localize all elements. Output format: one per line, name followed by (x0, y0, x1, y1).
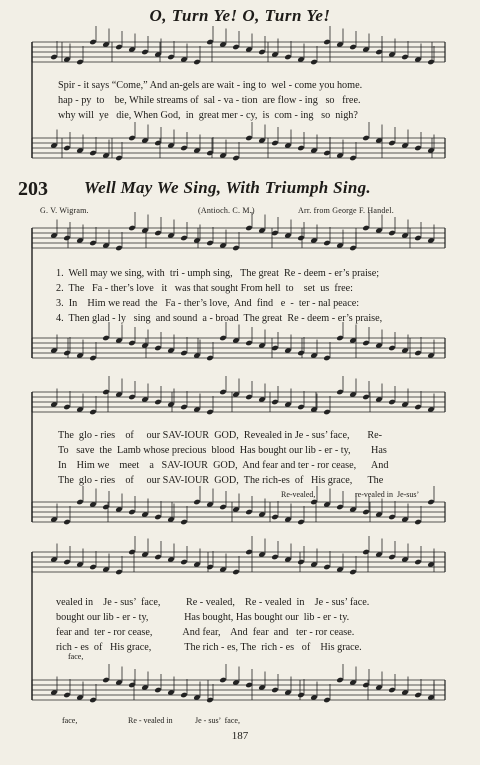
treble-cue-face: face, (68, 652, 84, 661)
hymn-arranger: Arr. from George F. Handel. (298, 206, 394, 215)
verse3-line-1: vealed in Je - sus’ face, Re - vealed, Re - vealed in Je - sus’ face. (56, 597, 370, 608)
verse3-line-2: bought our lib - er - ty, Has bought, Has bought our lib - er - ty. (56, 612, 350, 623)
prev-lyric-line-1: Spir - it says “Come,” And an-gels are wait - ing to wel - come you home. (58, 80, 363, 91)
verse-line-4: 4. Then glad - ly sing and sound a - broad The great Re - deem - er’s praise, (56, 313, 383, 324)
hymn-author: G. V. Wigram. (40, 206, 89, 215)
bass-cue-face: face, (62, 716, 78, 725)
hymn-tune: (Antioch. C. M.) (198, 206, 255, 215)
bass-cue-revealed-in: re-vealed in Je-sus’ (355, 490, 420, 499)
verse3-line-3: fear and ter - ror cease, And fear, And fear and ter - ror cease. (56, 627, 355, 638)
verse2-line-3: In Him we meet a SAV-IOUR GOD, And fear and ter - ror cease, And (58, 460, 389, 471)
verse2-line-4: The glo - ries of our SAV-IOUR GOD, The rich-es of His grace, The (58, 475, 384, 486)
hymn-title: Well May We Sing, With Triumph Sing. (84, 178, 371, 197)
bass-cue-revealed: Re-vealed, (281, 490, 316, 499)
bass-cue-revealed-in: Re - vealed in (128, 716, 173, 725)
prev-lyric-line-3: why will ye die, When God, in great mer - cy, is com - ing so nigh? (58, 110, 358, 121)
verse2-line-2: To save the Lamb whose precious blood Has bought our lib - er - ty, Has (58, 445, 387, 456)
prev-lyric-line-2: hap - py to be, While streams of sal - va - tion are flow - ing so free. (58, 95, 361, 106)
verse-line-2: 2. The Fa - ther’s love it was that sought From hell to set us free: (56, 283, 353, 294)
hymn-number: 203 (18, 178, 48, 200)
bass-cue-jesus-face: Je - sus’ face, (195, 716, 240, 725)
previous-hymn-title: O, Turn Ye! O, Turn Ye! (149, 6, 331, 25)
verse-line-3: 3. In Him we read the Fa - ther’s love, And find e - ter - nal peace: (56, 298, 360, 309)
verse3-line-4: rich - es of His grace, The rich - es, The rich - es of His grace. (56, 642, 362, 653)
verse-line-1: 1. Well may we sing, with tri - umph sing, The great Re - deem - er’s praise; (56, 268, 380, 279)
verse2-line-1: The glo - ries of our SAV-IOUR GOD, Revealed in Je - sus’ face, Re- (58, 430, 383, 441)
page-number: 187 (231, 730, 249, 742)
